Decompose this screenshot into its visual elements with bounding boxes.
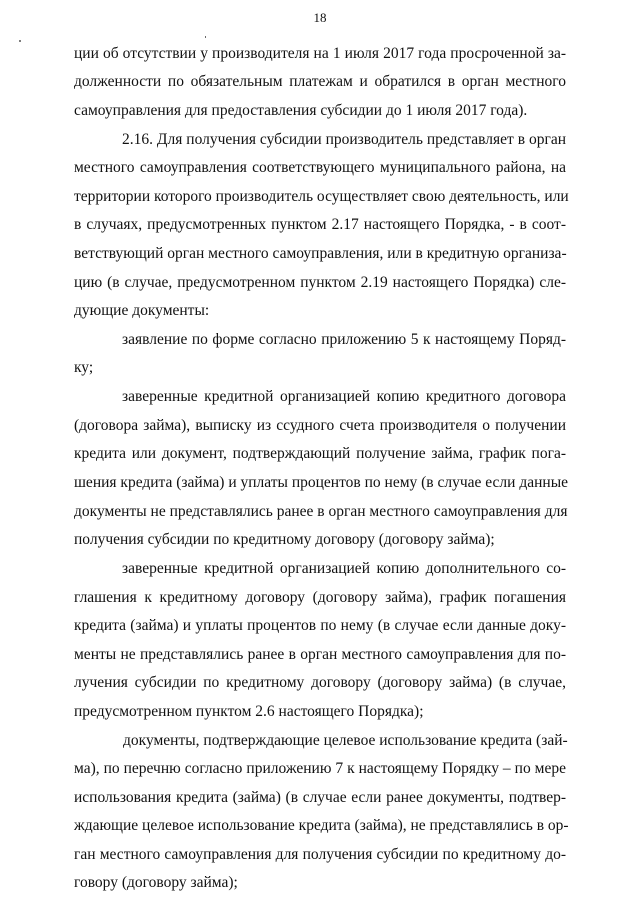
text-line: заверенные кредитной организацией копию дополнительного со- — [122, 560, 566, 577]
text-line: глашения к кредитному договору (договору займа), график погашения — [74, 589, 566, 606]
text-line: в случаях, предусмотренных пунктом 2.17 настоящего Порядка, - в соот- — [74, 216, 566, 233]
text-line: кредита (займа) и уплаты процентов по нему (в случае если данные доку- — [74, 617, 566, 634]
text-line: ции об отсутствии у производителя на 1 июля 2017 года просроченной за- — [74, 45, 566, 62]
text-line: менты не представлялись ранее в орган местного самоуправления для по- — [74, 646, 566, 663]
text-line: самоуправления для предоставления субсидии до 1 июля 2017 года). — [74, 102, 528, 119]
text-line: говору (договору займа); — [74, 874, 238, 891]
text-line: территории которого производитель осуществляет свою деятельность, или — [74, 188, 569, 205]
scan-speck — [205, 36, 206, 38]
text-line: местного самоуправления соответствующего муниципального района, на — [74, 159, 566, 176]
text-line: дующие документы: — [74, 302, 210, 319]
text-line: получения субсидии по кредитному договору (договору займа); — [74, 531, 495, 548]
scan-speck — [19, 40, 21, 42]
text-line: долженности по обязательным платежам и обратился в орган местного — [74, 73, 566, 90]
text-line: ждающие целевое использование кредита (займа), не представлялись в ор- — [74, 817, 569, 834]
page-number: 18 — [313, 10, 327, 25]
text-line: 2.16. Для получения субсидии производитель представляет в орган — [122, 131, 566, 148]
text-line: ку; — [74, 359, 94, 376]
text-line: ма), по перечню согласно приложению 7 к настоящему Порядку – по мере — [74, 760, 566, 777]
text-line: предусмотренном пунктом 2.6 настоящего Порядка); — [74, 703, 424, 720]
text-line: (договора займа), выписку из ссудного счета производителя о получении — [74, 417, 566, 434]
text-line: документы, подтверждающие целевое использование кредита (зай- — [123, 732, 568, 749]
text-line: шения кредита (займа) и уплаты процентов по нему (в случае если данные — [74, 474, 568, 491]
text-line: использования кредита (займа) (в случае если ранее документы, подтвер- — [74, 789, 566, 806]
text-line: цию (в случае, предусмотренном пунктом 2.19 настоящего Порядка) сле- — [74, 274, 566, 291]
text-line: ветствующий орган местного самоуправления, или в кредитную организа- — [74, 245, 567, 262]
text-line: заверенные кредитной организацией копию кредитного договора — [122, 388, 566, 405]
text-line: лучения субсидии по кредитному договору (договору займа) (в случае, — [74, 674, 566, 691]
text-line: кредита или документ, подтверждающий получение займа, график пога- — [74, 445, 566, 462]
text-line: документы не представлялись ранее в орган местного самоуправления для — [74, 503, 568, 520]
text-line: ган местного самоуправления для получения субсидии по кредитному до- — [74, 846, 566, 863]
text-line: заявление по форме согласно приложению 5 к настоящему Поряд- — [122, 331, 566, 348]
